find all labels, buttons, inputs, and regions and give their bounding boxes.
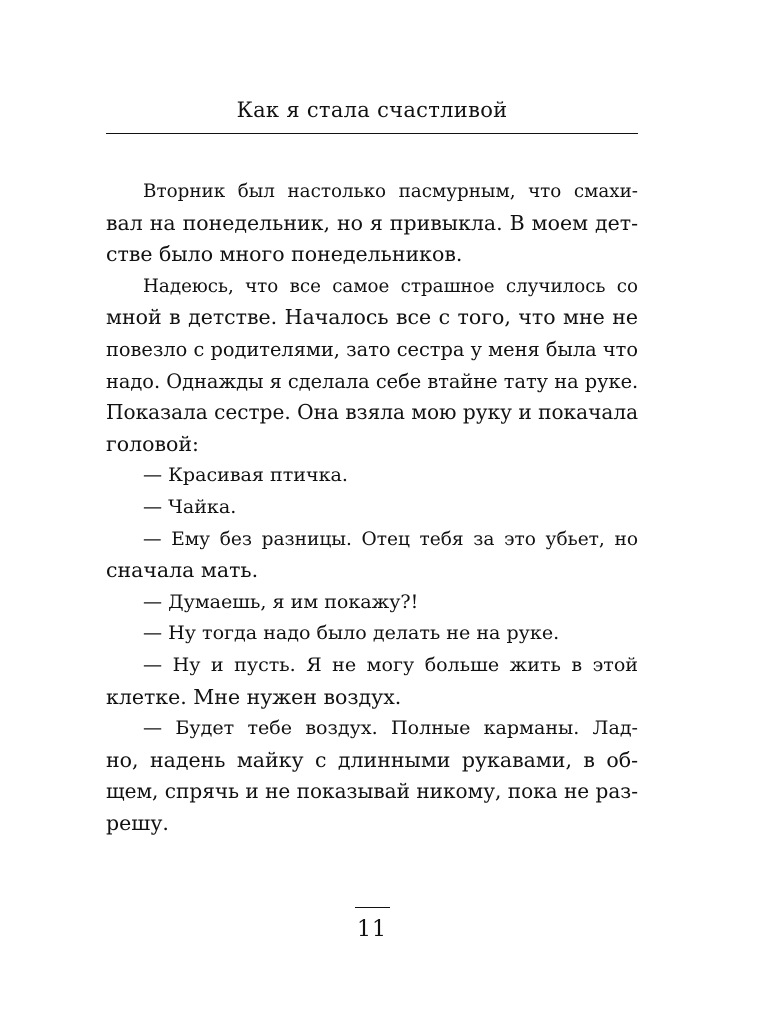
paragraph bbox=[106, 271, 638, 461]
text-line: стве было много понедельников. bbox=[106, 242, 463, 267]
text-line: — Ну и пусть. Я не могу больше жить в этой bbox=[143, 653, 638, 676]
text-line: повезло с родителями, зато сестра у меня была что bbox=[106, 337, 638, 361]
text-line: но, надень майку с длинными рукавами, в об- bbox=[106, 747, 638, 772]
text-line: — Чайка. bbox=[143, 495, 237, 518]
text-line: головой: bbox=[106, 431, 199, 456]
text-line: надо. Однажды я сделала себе втайне тату на руке. bbox=[106, 369, 639, 393]
text-line: — Красивая птичка. bbox=[143, 464, 348, 487]
text-line: щем, спрячь и не показывай никому, пока не раз- bbox=[106, 779, 638, 804]
text-line: Вторник был настолько пасмурным, что смахи- bbox=[143, 181, 638, 202]
paragraph bbox=[106, 176, 638, 271]
text-line: Показала сестре. Она взяла мою руку и покачала bbox=[106, 400, 639, 425]
text-line: — Думаешь, я им покажу?! bbox=[143, 590, 419, 613]
text-line: клетке. Мне нужен воздух. bbox=[106, 684, 402, 709]
text-line: — Ему без разницы. Отец тебя за это убьет, но bbox=[143, 528, 638, 550]
page-number: 11 bbox=[357, 917, 387, 942]
paragraph bbox=[106, 618, 638, 650]
text-line: — Будет тебе воздух. Полные карманы. Лад- bbox=[143, 717, 638, 740]
paragraph bbox=[106, 650, 638, 713]
paragraph bbox=[106, 713, 638, 839]
text-line: — Ну тогда надо было делать не на руке. bbox=[143, 622, 560, 645]
folio-rule bbox=[355, 907, 390, 908]
text-line: Надеюсь, что все самое страшное случилось со bbox=[143, 275, 638, 297]
paragraph bbox=[106, 460, 638, 492]
header-rule bbox=[106, 133, 638, 134]
text-line: вал на понедельник, но я привыкла. В моем дет- bbox=[106, 210, 638, 235]
text-line: мной в детстве. Началось все с того, что мне не bbox=[106, 305, 638, 330]
body-text bbox=[106, 176, 638, 839]
paragraph bbox=[106, 492, 638, 524]
running-head: Как я стала счастливой bbox=[236, 98, 508, 122]
text-line: сначала мать. bbox=[106, 558, 259, 583]
paragraph bbox=[106, 587, 638, 619]
paragraph bbox=[106, 524, 638, 587]
text-line: решу. bbox=[106, 810, 169, 835]
